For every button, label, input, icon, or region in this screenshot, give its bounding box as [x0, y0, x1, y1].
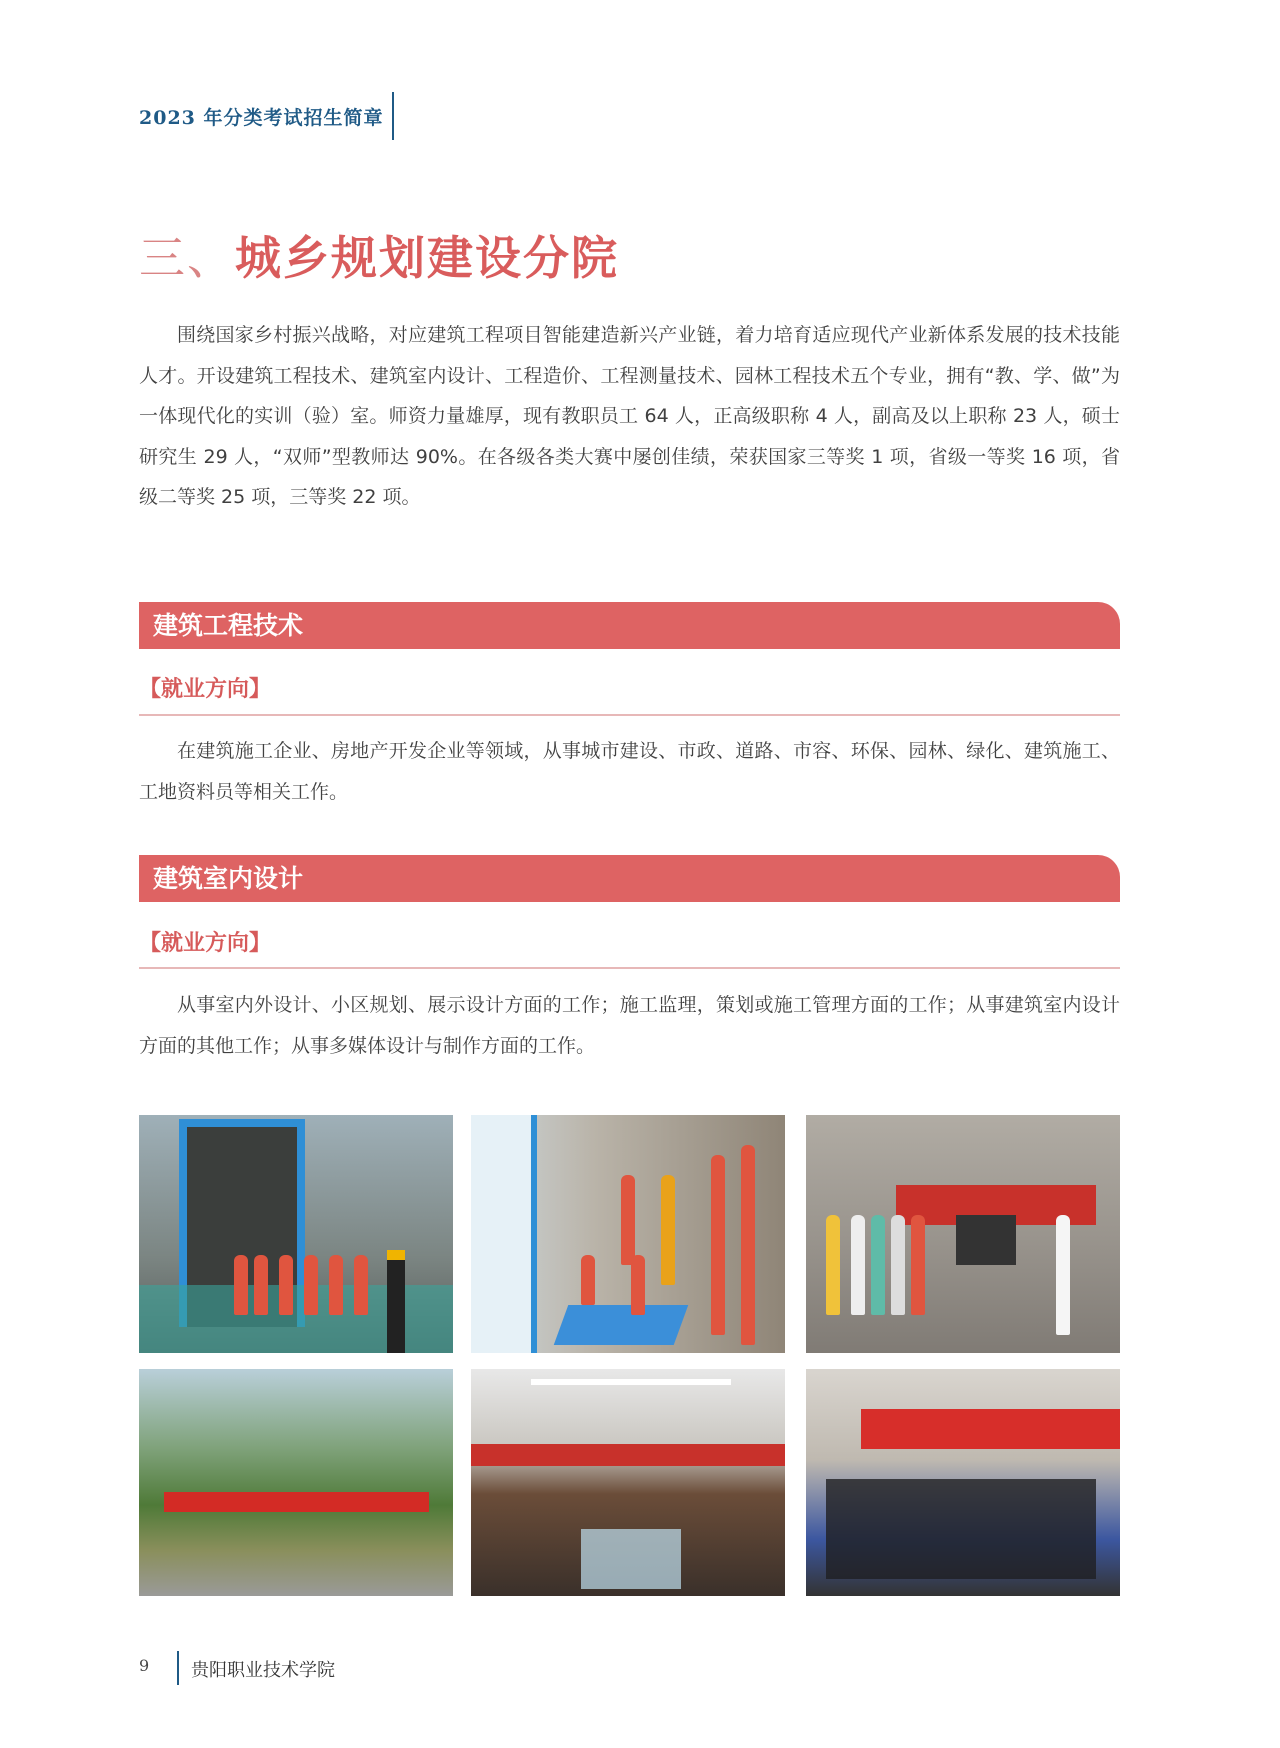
photo-apprenticeship-launch: [806, 1369, 1120, 1596]
section-title-text: 城乡规划建设分院: [235, 231, 619, 285]
photo-outdoor-banner-group: [139, 1369, 453, 1596]
major-description: 在建筑施工企业、房地产开发企业等领域，从事城市建设、市政、道路、市容、环保、园林、绿化、建筑施工、工地资料员等相关工作。: [139, 740, 1120, 803]
footer-divider: [177, 1651, 179, 1685]
photo-site-safety-training: [139, 1115, 453, 1353]
school-name: 贵阳职业技术学院: [191, 1660, 335, 1681]
photo-interior-training-room: [806, 1115, 1120, 1353]
section-title: [139, 222, 619, 288]
major-heading-construction: 建筑工程技术: [139, 602, 1120, 649]
major-description: 从事室内外设计、小区规划、展示设计方面的工作；施工监理，策划或施工管理方面的工作；从事建筑室内设计方面的其他工作；从事多媒体设计与制作方面的工作。: [139, 994, 1120, 1057]
header-divider: [392, 92, 394, 140]
divider: [139, 967, 1120, 969]
employment-subheading: 【就业方向】: [139, 677, 272, 702]
employment-subheading: 【就业方向】: [139, 931, 272, 956]
intro-paragraph: 围绕国家乡村振兴战略，对应建筑工程项目智能建造新兴产业链，着力培育适应现代产业新体系发展的技术技能人才。开设建筑工程技术、建筑室内设计、工程造价、工程测量技术、园林工程技术五个专业，拥有“教、学、做”为一体现代化的实训（验）室。师资力量雄厚，现有教职员工 64 人，正高级职称 4 人，副高及以上职称 23 人，硕士研究生 29 人，“双师”型教师达 90%。在各级各类大赛中屡创佳绩，荣获国家三等奖 1 项，省级一等奖 16 项，省级二等奖 25 项，三等奖 22 项。: [139, 324, 1120, 508]
section-number: 三、: [139, 231, 235, 285]
brochure-header-title: 2023 年分类考试招生简章: [139, 107, 384, 129]
divider: [139, 714, 1120, 716]
page-number: 9: [139, 1656, 150, 1675]
major-heading-interior-design: 建筑室内设计: [139, 855, 1120, 902]
photo-award-ceremony: [471, 1369, 785, 1596]
photo-students-measuring: [471, 1115, 785, 1353]
